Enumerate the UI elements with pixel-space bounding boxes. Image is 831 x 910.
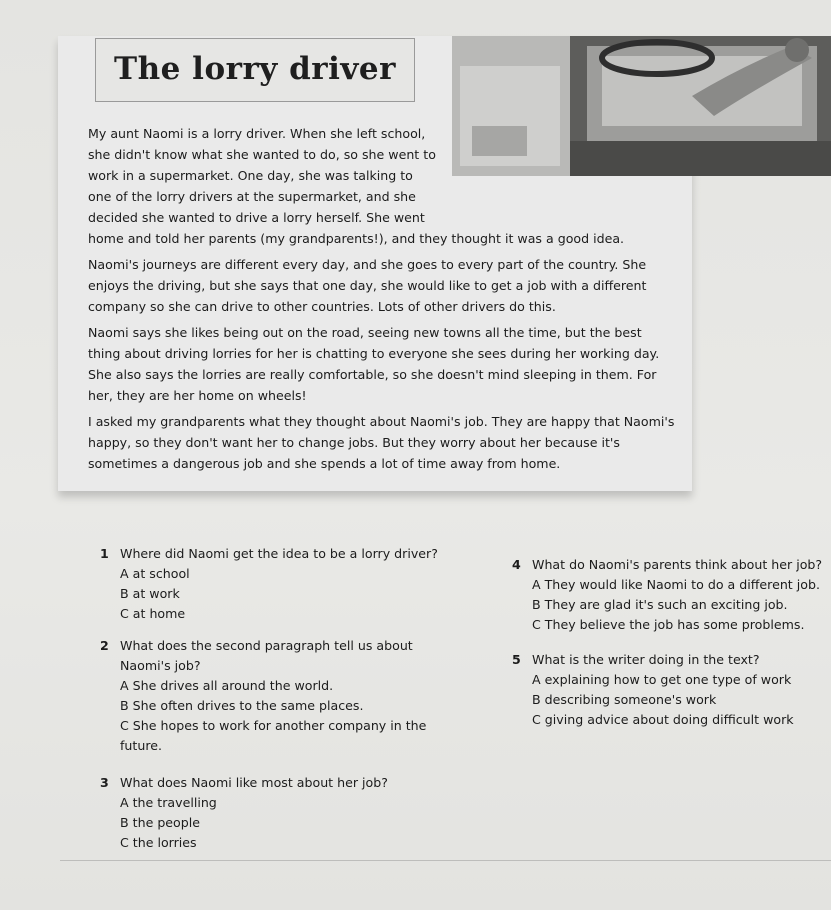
question-number: 5 xyxy=(512,652,521,667)
option-a: A at school xyxy=(120,566,190,581)
option-a: A explaining how to get one type of work xyxy=(532,672,792,687)
article xyxy=(88,123,678,479)
option-c: C They believe the job has some problems. xyxy=(532,617,805,632)
option-c: C She hopes to work for another company in the future. xyxy=(120,718,427,753)
option-b: B She often drives to the same places. xyxy=(120,698,364,713)
option-b: B They are glad it's such an exciting job. xyxy=(532,597,788,612)
page-title: The lorry driver xyxy=(114,51,396,87)
title-box xyxy=(95,38,415,102)
question-text: What is the writer doing in the text? xyxy=(532,652,760,667)
question-2 xyxy=(100,636,440,756)
question-text: What does the second paragraph tell us about Naomi's job? xyxy=(120,638,413,673)
question-text: Where did Naomi get the idea to be a lorry driver? xyxy=(120,546,438,561)
article-paragraph-1-end: home and told her parents (my grandparents!), and they thought it was a good idea. xyxy=(88,231,625,246)
option-a: A She drives all around the world. xyxy=(120,678,334,693)
question-3 xyxy=(100,773,440,853)
question-text: What does Naomi like most about her job? xyxy=(120,775,388,790)
option-a: A the travelling xyxy=(120,795,217,810)
option-c: C the lorries xyxy=(120,835,197,850)
question-number: 2 xyxy=(100,638,109,653)
question-text: What do Naomi's parents think about her job? xyxy=(532,557,823,572)
option-b: B describing someone's work xyxy=(532,692,717,707)
article-paragraph-3: Naomi says she likes being out on the road, seeing new towns all the time, but the best thing about driving lorries for her is chatting to everyone she sees during her working day. She also says the lorries are really comfortable, so she doesn't mind sleeping in them. For her, they are her home on wheels! xyxy=(88,325,660,403)
article-paragraph-1: My aunt Naomi is a lorry driver. When she left school, she didn't know what she wanted to do, so she went to work in a supermarket. One day, she was talking to one of the lorry drivers at the supermarket, and she decided she wanted to drive a lorry herself. She went xyxy=(88,126,436,225)
question-5 xyxy=(512,650,830,730)
question-number: 3 xyxy=(100,775,109,790)
option-c: C giving advice about doing difficult work xyxy=(532,712,794,727)
option-c: C at home xyxy=(120,606,186,621)
option-b: B at work xyxy=(120,586,180,601)
question-number: 1 xyxy=(100,546,109,561)
question-number: 4 xyxy=(512,557,521,572)
question-1 xyxy=(100,544,450,624)
option-b: B the people xyxy=(120,815,201,830)
article-paragraph-4: I asked my grandparents what they thought about Naomi's job. They are happy that Naomi's happy, so they don't want her to change jobs. But they worry about her because it's sometimes a dangerous job and she spends a lot of time away from home. xyxy=(88,414,675,471)
page-divider xyxy=(60,860,831,861)
article-paragraph-2: Naomi's journeys are different every day, and she goes to every part of the country. She enjoys the driving, but she says that one day, she would like to get a job with a different company so she can drive to other countries. Lots of other drivers do this. xyxy=(88,257,647,314)
option-a: A They would like Naomi to do a different job. xyxy=(532,577,820,592)
question-4 xyxy=(512,555,830,635)
